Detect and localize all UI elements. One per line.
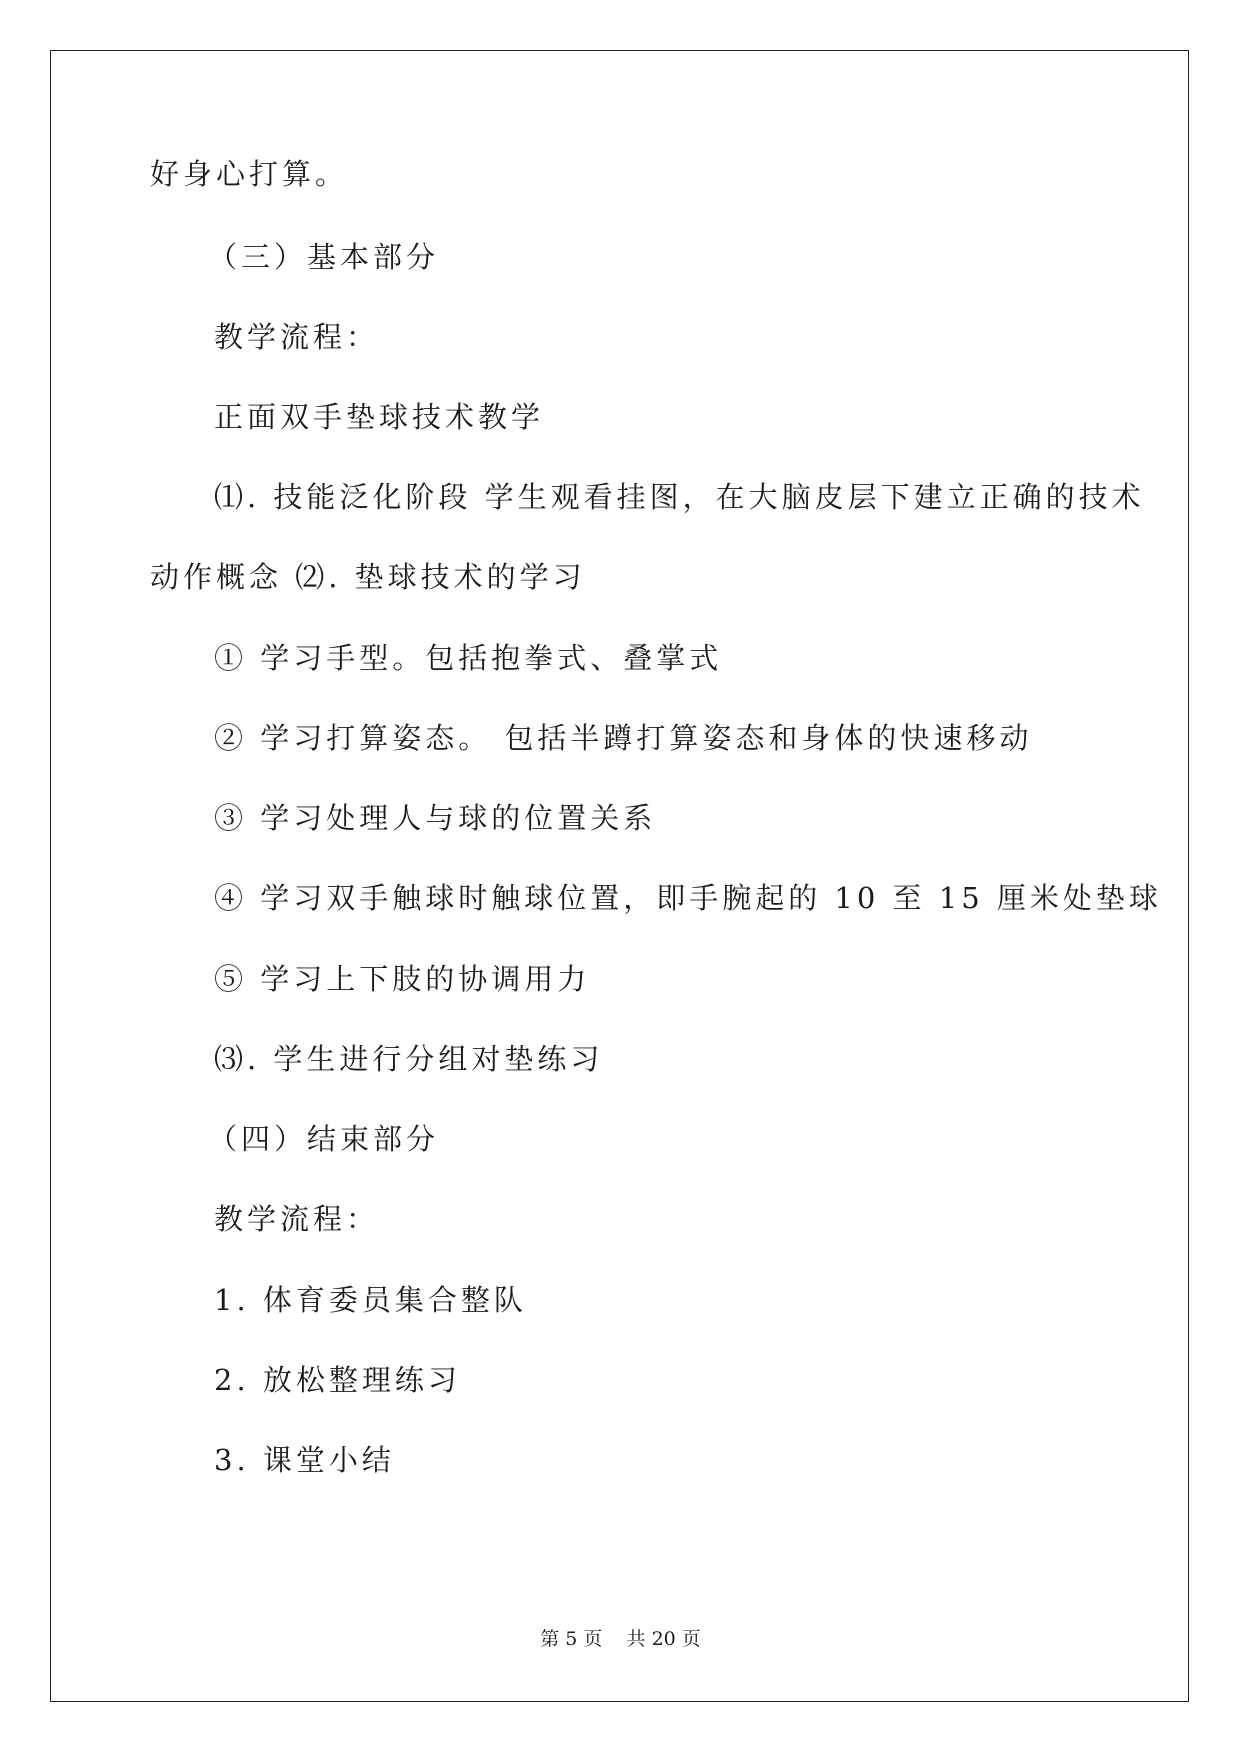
list-item: 1. 体育委员集合整队 <box>214 1283 527 1317</box>
list-item: ⑤ 学习上下肢的协调用力 <box>214 962 591 996</box>
section-heading: （四）结束部分 <box>208 1122 440 1156</box>
body-line: 好身心打算。 <box>150 157 349 191</box>
list-item: ④ 学习双手触球时触球位置，即手腕起的 10 至 15 厘米处垫球 <box>214 881 1162 915</box>
list-item: 2. 放松整理练习 <box>214 1363 461 1397</box>
body-line: 教学流程： <box>214 320 380 354</box>
body-line: ⑶. 学生进行分组对垫练习 <box>214 1042 604 1076</box>
body-line: 正面双手垫球技术教学 <box>214 400 545 434</box>
list-item: ① 学习手型。包括抱拳式、叠掌式 <box>214 641 723 675</box>
list-item: 3. 课堂小结 <box>214 1443 395 1477</box>
body-line: ⑴. 技能泛化阶段 学生观看挂图，在大脑皮层下建立正确的技术 <box>214 480 1145 514</box>
page-number: 第 5 页 共 20 页 <box>540 1628 701 1650</box>
list-item: ② 学习打算姿态。 包括半蹲打算姿态和身体的快速移动 <box>214 721 1033 755</box>
body-line: 教学流程： <box>214 1202 380 1236</box>
list-item: ③ 学习处理人与球的位置关系 <box>214 801 657 835</box>
body-line: 动作概念 ⑵. 垫球技术的学习 <box>150 560 586 594</box>
section-heading: （三）基本部分 <box>208 240 440 274</box>
